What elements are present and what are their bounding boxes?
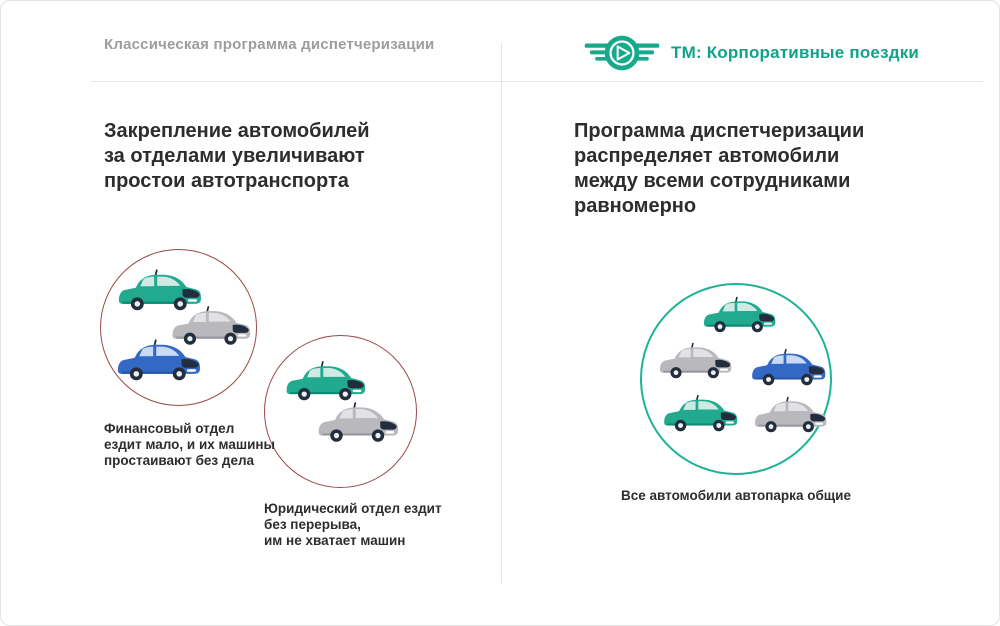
caption-line: им не хватает машин: [264, 533, 406, 548]
caption-line: ездит мало, и их машины: [104, 437, 276, 452]
car-gray: [654, 338, 734, 379]
car-gray: [312, 397, 401, 443]
left-heading-line: простои автотранспорта: [104, 170, 349, 192]
car-green: [698, 292, 778, 333]
right-heading-line: распределяет автомобили: [574, 145, 840, 167]
shared-pool-caption: Все автомобили автопарка общие: [621, 488, 851, 503]
right-heading-line: Программа диспетчеризации: [574, 120, 865, 142]
header-left-label: Классическая программа диспетчеризации: [104, 36, 435, 53]
caption-line: без перерыва,: [264, 517, 361, 532]
car-blue: [746, 344, 828, 386]
right-heading-line: между всеми сотрудниками: [574, 170, 851, 192]
brand-label: ТМ: Корпоративные поездки: [671, 43, 920, 62]
car-green: [658, 390, 740, 432]
caption-line: Финансовый отдел: [104, 421, 235, 436]
header-divider: [91, 81, 983, 82]
brand: [583, 27, 919, 79]
caption-line: простаивают без дела: [104, 453, 255, 468]
car-green: [280, 356, 368, 401]
left-heading-line: Закрепление автомобилей: [104, 120, 370, 142]
left-heading-line: за отделами увеличивают: [104, 145, 365, 167]
finance-dept-caption: [104, 421, 275, 469]
left-heading: [104, 119, 370, 194]
car-gray: [749, 392, 829, 433]
right-heading: [574, 119, 864, 219]
right-heading-line: равномерно: [574, 195, 697, 217]
caption-line: Юридический отдел ездит: [264, 501, 442, 516]
legal-dept-caption: [264, 501, 442, 549]
winged-play-logo-icon: [583, 27, 661, 79]
car-blue: [111, 334, 203, 382]
column-divider: [501, 43, 502, 583]
